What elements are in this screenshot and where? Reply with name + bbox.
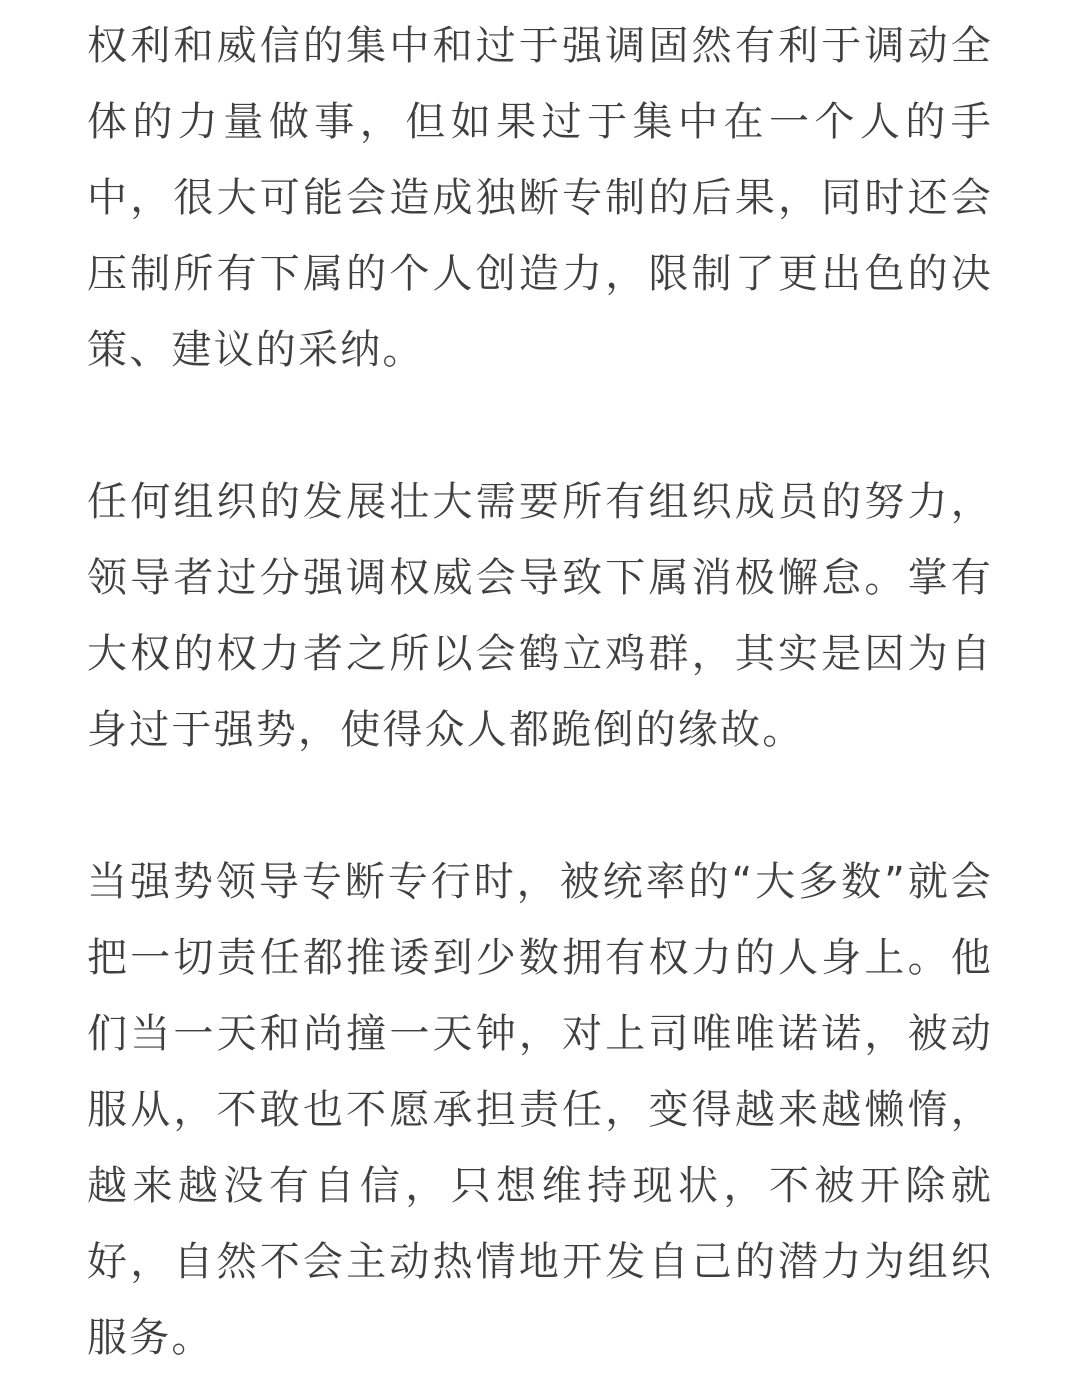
article-body (87, 8, 993, 1376)
paragraph-majority: 当强势领导专断专行时，被统率的“大多数”就会把一切责任都推诿到少数拥有权力的人身上。他们当一天和尚撞一天钟，对上司唯唯诺诺，被动服从，不敢也不愿承担责任，变得越来越懒惰，越来越没有自信，只想维持现状，不被开除就好，自然不会主动热情地开发自己的潜力为组织服务。 (87, 859, 993, 1361)
paragraph-centralization: 权利和威信的集中和过于强调固然有利于调动全体的力量做事，但如果过于集中在一个人的手中，很大可能会造成独断专制的后果，同时还会压制所有下属的个人创造力，限制了更出色的决策、建议的采纳。 (87, 23, 993, 373)
paragraph-authority: 任何组织的发展壮大需要所有组织成员的努力，领导者过分强调权威会导致下属消极懈怠。掌有大权的权力者之所以会鹤立鸡群，其实是因为自身过于强势，使得众人都跪倒的缘故。 (87, 479, 993, 753)
